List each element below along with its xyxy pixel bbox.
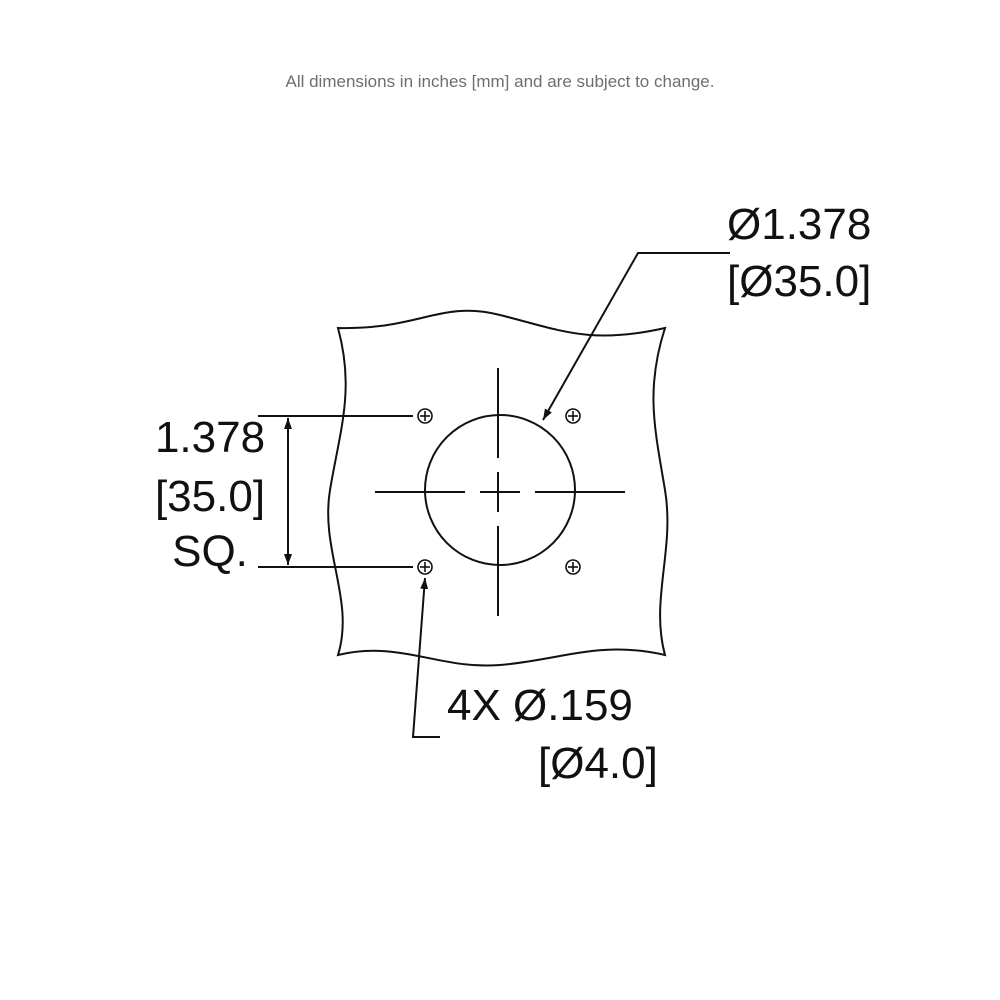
disclaimer-note: All dimensions in inches [mm] and are subject to change. <box>285 72 715 91</box>
hole-diameter-mm: [Ø4.0] <box>538 739 658 788</box>
centerlines <box>375 368 625 616</box>
mounting-hole <box>418 409 432 423</box>
square-suffix: SQ. <box>172 527 248 576</box>
hole-diameter-inch: 4X Ø.159 <box>447 681 633 730</box>
mounting-hole <box>566 409 580 423</box>
square-size-mm: [35.0] <box>154 472 266 521</box>
mounting-hole <box>566 560 580 574</box>
bore-diameter-mm: [Ø35.0] <box>727 257 872 306</box>
mounting-hole <box>418 560 432 574</box>
square-size-inch: 1.378 <box>154 413 266 462</box>
center-bore <box>425 415 575 565</box>
bore-leader <box>543 253 730 420</box>
bore-diameter-inch: Ø1.378 <box>727 200 872 249</box>
